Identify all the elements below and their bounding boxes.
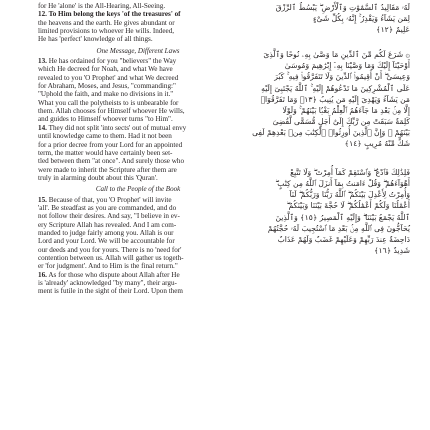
verse-number: 14.: [38, 123, 47, 132]
arabic-line: عَلِيمٌ ﴿١٢﴾: [376, 25, 410, 35]
verse-16-line: ment is futile in the sight of their Lord. Upon them: [38, 287, 183, 296]
arabic-line: لِمَن يَشَآءُ وَيَقْدِرُ ۚ إِنَّهُۥ بِكُلِّ شَىْءٍ: [312, 14, 410, 24]
verse-15-line: 15. Because of that, you 'O Prophet' will invite: [38, 195, 172, 204]
arabic-line: أَوْحَيْنَآ إِلَيْكَ وَمَا وَصَّيْنَا بِهِۦٓ إِبْرَٰهِيمَ وَمُوسَىٰ: [284, 61, 410, 71]
english-line: for He 'alone' is the All-Hearing, All-Seeing.: [38, 2, 166, 10]
verse-14-line: term, the matter would have certainly been set-: [38, 148, 173, 157]
arabic-text-column: [248, 2, 410, 256]
verse-15-line: not follow their desires. And say, "I believe in ev-: [38, 212, 180, 221]
arabic-line: شَكٍّ مِّنْهُ مُرِيبٍ ﴿١٤﴾: [344, 139, 410, 149]
verse-15-line: ery Scripture Allah has revealed. And I am com-: [38, 220, 177, 229]
verse-number: 16.: [38, 270, 47, 279]
arabic-line: كَلِمَةٌ سَبَقَتْ مِن رَّبِّكَ إِلَىٰٓ أَجَلٍ مُّسَمًّى لَّقُضِىَ: [272, 116, 410, 126]
arabic-line: أَعْمَٰلُنَا وَلَكُمْ أَعْمَٰلُكُمْ ۖ لَا حُجَّةَ بَيْنَنَا وَبَيْنَكُمُ ۖ: [286, 201, 410, 211]
verse-15-line: our deeds and you for yours. There is no 'need for': [38, 245, 182, 254]
verse-14-line: tled between them "at once". And surely those who: [38, 157, 185, 166]
arabic-line: دَاحِضَةٌ عِندَ رَبِّهِمْ وَعَلَيْهِمْ غَضَبٌ وَلَهُمْ عَذَابٌ: [277, 234, 410, 244]
arabic-line: لَهُۥ مَقَالِيدُ ٱلسَّمَٰوَٰتِ وَٱلْأَرْضِ ۖ يَبْسُطُ ٱلرِّزْقَ: [275, 3, 410, 12]
arabic-line: بَيْنَهُمْ ۚ وَإِنَّ ٱلَّذِينَ أُورِثُوا۟ ٱلْكِتَٰبَ مِنۢ بَعْدِهِمْ لَفِى: [252, 127, 410, 137]
english-line: He has 'perfect' knowledge of all things.: [38, 35, 153, 44]
verse-14-line: were made to inherit the Scripture after them are: [38, 165, 177, 174]
verse-number: 13.: [38, 57, 47, 66]
arabic-line: أَهْوَآءَهُمْ ۖ وَقُلْ ءَامَنتُ بِمَآ أَنزَلَ ٱللَّهُ مِن كِتَٰبٍ ۖ: [275, 179, 410, 189]
verse-13-line: 13. He has ordained for you "believers" the Way: [38, 57, 177, 66]
arabic-line: وَأُمِرْتُ لِأَعْدِلَ بَيْنَكُمُ ۖ ٱللَّهُ رَبُّنَا وَرَبُّكُمْ ۖ لَنَآ: [289, 190, 410, 200]
verse-14-line: 14. They did not split 'into sects' out of mutual envy: [38, 123, 187, 132]
arabic-line: شَدِيدٌ ﴿١٦﴾: [374, 245, 410, 255]
verse-15-line: manded to judge fairly among you. Allah is our: [38, 228, 174, 237]
english-line: the heavens and the earth. He gives abundant or: [38, 18, 175, 27]
verse-13-line: What you call the polytheists to is unbearable for: [38, 98, 179, 107]
verse-number: 15.: [38, 195, 47, 204]
english-translation-column: [38, 2, 238, 296]
arabic-line: مَن يَشَآءُ وَيَهْدِىٓ إِلَيْهِ مَن يُنِيبُ ﴿١٣﴾ وَمَا تَفَرَّقُوٓا۟: [260, 94, 410, 104]
verse-13-line: "Uphold the faith, and make no divisions in it.": [38, 90, 174, 99]
verse-15-line: 'all'. Be steadfast as you are commanded, and do: [38, 203, 177, 212]
arabic-line: فَلِذَٰلِكَ فَٱدْعُ ۖ وَٱسْتَقِمْ كَمَآ أُمِرْتَ ۖ وَلَا تَتَّبِعْ: [290, 168, 410, 178]
verse-13-line: revealed to you 'O Prophet' and what We decreed: [38, 73, 179, 82]
verse-14-line: for a prior decree from your Lord for an appointed: [38, 140, 183, 149]
section-heading: Call to the People of the Book: [95, 185, 181, 194]
arabic-line: ۞ شَرَعَ لَكُم مِّنَ ٱلدِّينِ مَا وَصَّىٰ بِهِۦ نُوحًا وَٱلَّذِىٓ: [263, 50, 410, 60]
arabic-line: يُحَآجُّونَ فِى ٱللَّهِ مِنۢ بَعْدِ مَا ٱسْتُجِيبَ لَهُۥ حُجَّتُهُمْ: [267, 223, 410, 233]
english-line: limited provisions to whoever He wills. Indeed,: [38, 27, 175, 36]
verse-16-line: is 'already' acknowledged "by many", their argu-: [38, 279, 177, 287]
arabic-line: إِلَّا مِنۢ بَعْدِ مَا جَآءَهُمُ ٱلْعِلْمُ بَغْيًۢا بَيْنَهُمْ ۚ وَلَوْلَا: [282, 105, 410, 115]
arabic-line: ٱللَّهُ يَجْمَعُ بَيْنَنَا ۖ وَإِلَيْهِ ٱلْمَصِيرُ ﴿١٥﴾ وَٱلَّذِينَ: [275, 212, 410, 222]
verse-15-line: er 'for judgment'. And to Him is the final return.": [38, 262, 178, 271]
verse-15-line: Lord and your Lord. We will be accountable for: [38, 237, 175, 246]
verse-15-line: contention between us. Allah will gather us togeth-: [38, 253, 184, 262]
verse-14-line: until knowledge came to them. Had it not been: [38, 132, 172, 141]
verse-13-line: them. Allah chooses for Himself whoever He wills,: [38, 107, 185, 116]
arabic-line: عَلَى ٱلْمُشْرِكِينَ مَا تَدْعُوهُمْ إِلَيْهِ ۚ ٱللَّهُ يَجْتَبِىٓ إِلَيْهِ: [261, 83, 410, 93]
verse-13-line: for Abraham, Moses, and Jesus, "commanding:": [38, 82, 176, 91]
verse-16-line: 16. As for those who dispute about Allah after He: [38, 270, 180, 279]
verse-14-line: truly in alarming doubt about this 'Quran'.: [38, 173, 158, 182]
english-line: 12. To Him belong the keys 'of the treasures' of: [38, 10, 181, 19]
verse-13-line: and guides to Himself whoever turns "to Him".: [38, 115, 173, 124]
section-heading: One Message, Different Laws: [96, 46, 180, 55]
arabic-line: وَعِيسَىٰٓ ۖ أَنْ أَقِيمُوا۟ ٱلدِّينَ وَلَا تَتَفَرَّقُوا۟ فِيهِ ۚ كَبُرَ: [274, 72, 410, 82]
verse-13-line: which He decreed for Noah, and what We have: [38, 65, 173, 74]
